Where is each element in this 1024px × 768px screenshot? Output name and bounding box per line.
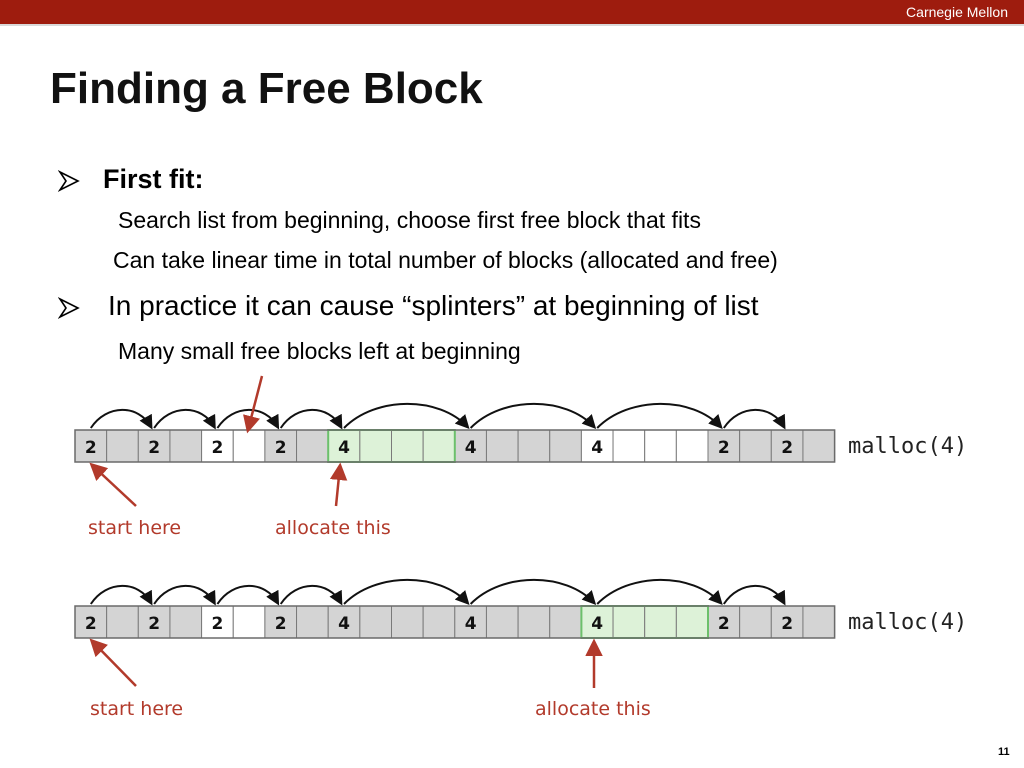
next-block-arrow — [281, 410, 341, 428]
block-payload-cell — [423, 430, 455, 462]
bullet-heading-first-fit: First fit: — [103, 164, 204, 194]
block-payload-cell — [486, 430, 518, 462]
pointer-arrow-splinter — [248, 376, 262, 430]
allocate-this-label: allocate this — [275, 517, 391, 539]
block-payload-cell — [170, 430, 202, 462]
heap-row-1 — [75, 404, 835, 462]
heap-row-2 — [75, 580, 835, 638]
block-payload-cell — [170, 606, 202, 638]
header-bar — [0, 0, 1024, 26]
block-payload-cell — [423, 606, 455, 638]
next-block-arrow — [91, 586, 151, 604]
next-block-arrow — [344, 580, 468, 604]
block-size-label: 4 — [591, 438, 604, 458]
block-size-label: 2 — [148, 438, 161, 458]
bullet-subline: Search list from beginning, choose first free block that fits — [118, 207, 701, 233]
pointer-arrow-allocate-1 — [336, 466, 340, 506]
block-payload-cell — [613, 430, 645, 462]
pointer-arrow-start-1 — [92, 465, 136, 506]
next-block-arrow — [281, 586, 341, 604]
block-payload-cell — [518, 606, 550, 638]
block-payload-cell — [518, 430, 550, 462]
block-size-label: 2 — [211, 438, 224, 458]
block-payload-cell — [297, 606, 329, 638]
block-size-label: 4 — [464, 438, 477, 458]
next-block-arrow — [154, 410, 214, 428]
free-list-diagram — [0, 360, 1024, 740]
block-payload-cell — [360, 430, 392, 462]
next-block-arrow — [597, 580, 721, 604]
block-size-label: 2 — [781, 614, 794, 634]
next-block-arrow — [724, 586, 784, 604]
block-payload-cell — [486, 606, 518, 638]
next-block-arrow — [344, 404, 468, 428]
block-payload-cell — [803, 606, 835, 638]
next-block-arrow — [154, 586, 214, 604]
bullet-heading-splinters: In practice it can cause “splinters” at beginning of list — [108, 290, 759, 321]
malloc-call-label: malloc(4) — [848, 610, 968, 635]
block-size-label: 2 — [84, 438, 97, 458]
block-size-label: 2 — [274, 438, 287, 458]
block-payload-cell — [233, 430, 265, 462]
block-size-label: 2 — [717, 614, 730, 634]
block-payload-cell — [392, 606, 424, 638]
next-block-arrow — [471, 580, 595, 604]
block-payload-cell — [613, 606, 645, 638]
bullet-subline: Many small free blocks left at beginning — [118, 338, 521, 364]
block-size-label: 2 — [148, 614, 161, 634]
block-size-label: 4 — [464, 614, 477, 634]
block-size-label: 4 — [591, 614, 604, 634]
block-size-label: 4 — [338, 438, 350, 458]
block-size-label: 2 — [211, 614, 224, 634]
block-size-label: 2 — [717, 438, 730, 458]
malloc-call-label: malloc(4) — [848, 434, 968, 459]
block-payload-cell — [676, 606, 708, 638]
block-payload-cell — [740, 606, 772, 638]
block-payload-cell — [392, 430, 424, 462]
block-payload-cell — [676, 430, 708, 462]
next-block-arrow — [217, 586, 277, 604]
block-payload-cell — [645, 430, 677, 462]
slide-title: Finding a Free Block — [50, 64, 483, 113]
next-block-arrow — [597, 404, 721, 428]
block-size-label: 2 — [274, 614, 287, 634]
start-here-label: start here — [88, 517, 182, 539]
next-block-arrow — [91, 410, 151, 428]
bullet-arrow-icon — [58, 297, 80, 319]
block-size-label: 2 — [781, 438, 794, 458]
block-size-label: 4 — [338, 614, 350, 634]
block-payload-cell — [550, 606, 582, 638]
block-size-label: 2 — [84, 614, 97, 634]
next-block-arrow — [724, 410, 784, 428]
block-payload-cell — [645, 606, 677, 638]
block-payload-cell — [803, 430, 835, 462]
slide-number: 11 — [998, 746, 1010, 758]
pointer-arrow-start-2 — [92, 641, 136, 686]
block-payload-cell — [550, 430, 582, 462]
bullet-arrow-icon — [58, 170, 80, 192]
start-here-label: start here — [90, 698, 184, 720]
next-block-arrow — [471, 404, 595, 428]
next-block-arrow — [217, 410, 277, 428]
block-payload-cell — [107, 606, 139, 638]
bullet-subline: Can take linear time in total number of blocks (allocated and free) — [113, 247, 778, 273]
institution-name: Carnegie Mellon — [906, 4, 1008, 20]
block-payload-cell — [297, 430, 329, 462]
block-payload-cell — [107, 430, 139, 462]
block-payload-cell — [233, 606, 265, 638]
block-payload-cell — [740, 430, 772, 462]
block-payload-cell — [360, 606, 392, 638]
allocate-this-label: allocate this — [535, 698, 651, 720]
